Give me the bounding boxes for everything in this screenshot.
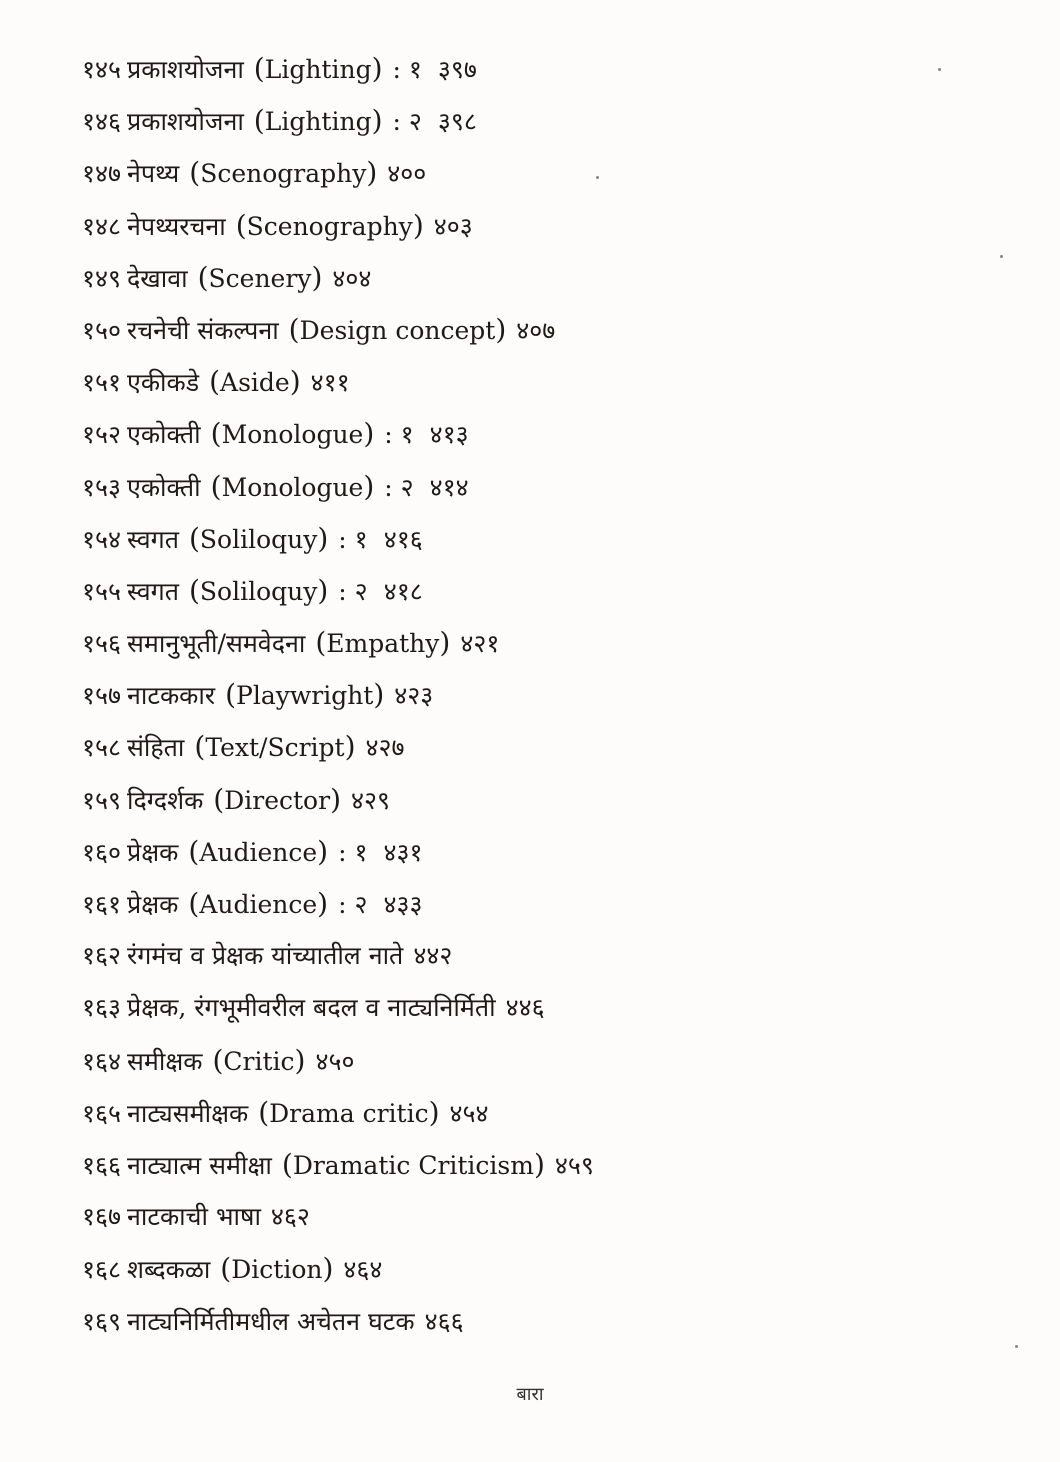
entry-english-term: ( Scenography ) bbox=[236, 212, 424, 241]
entry-part: : १ bbox=[338, 525, 367, 554]
entry-part: : २ bbox=[384, 473, 413, 502]
toc-entry bbox=[82, 513, 1022, 565]
toc-entry bbox=[82, 200, 1022, 252]
toc-entry bbox=[82, 1296, 1022, 1348]
entry-term: नाट्यसमीक्षक bbox=[127, 1098, 249, 1128]
entry-number: १४६ bbox=[82, 107, 122, 137]
entry-page-number: ४०७ bbox=[516, 315, 556, 345]
entry-page-number: ४०० bbox=[387, 159, 427, 189]
toc-entry bbox=[82, 461, 1022, 513]
entry-english-term: ( Aside ) bbox=[209, 368, 301, 397]
entry-term: स्वगत bbox=[127, 524, 179, 554]
entry-number: १६० bbox=[82, 837, 122, 867]
entry-number: १४७ bbox=[82, 159, 122, 189]
entry-page-number: ४४६ bbox=[505, 993, 545, 1023]
paper-speck bbox=[938, 68, 941, 71]
entry-term: दिग्दर्शक bbox=[127, 785, 204, 815]
entry-number: १६४ bbox=[82, 1046, 122, 1076]
entry-page-number: ४३३ bbox=[383, 890, 423, 919]
entry-term: नाट्यनिर्मितीमधील अचेतन घटक bbox=[127, 1306, 415, 1336]
toc-entry bbox=[82, 774, 1022, 826]
entry-term: नाटककार bbox=[127, 681, 216, 711]
entry-page-number: ४५४ bbox=[449, 1098, 489, 1128]
entry-page-number: ४०३ bbox=[433, 211, 473, 241]
entry-english-term: ( Playwright ) bbox=[225, 681, 384, 710]
toc-entry bbox=[82, 1139, 1022, 1191]
entry-number: १५४ bbox=[82, 524, 122, 554]
entry-term: प्रेक्षक bbox=[127, 890, 179, 919]
entry-number: १६६ bbox=[82, 1150, 122, 1180]
paper-speck bbox=[1000, 255, 1003, 258]
entry-english-term: ( Scenery ) bbox=[198, 264, 323, 293]
entry-english-term: ( Audience ) bbox=[188, 890, 328, 919]
entry-term: प्रेक्षक, रंगभूमीवरील बदल व नाट्यनिर्मिती bbox=[127, 993, 496, 1023]
entry-part: : १ bbox=[393, 55, 422, 84]
entry-page-number: ३९७ bbox=[437, 55, 477, 84]
entry-english-term: ( Monologue ) bbox=[211, 420, 375, 449]
entry-term: प्रकाशयोजना bbox=[127, 107, 244, 137]
toc-entry bbox=[82, 826, 1022, 878]
entry-part: : २ bbox=[338, 890, 367, 919]
entry-number: १५५ bbox=[82, 576, 122, 606]
entry-term: एकोक्ती bbox=[127, 420, 201, 450]
entry-english-term: ( Monologue ) bbox=[211, 473, 375, 502]
entry-part: : २ bbox=[393, 107, 422, 136]
table-of-contents bbox=[82, 43, 1022, 1348]
toc-entry bbox=[82, 721, 1022, 773]
entry-number: १५२ bbox=[82, 420, 122, 450]
entry-english-term: ( Soliloquy ) bbox=[189, 525, 328, 554]
entry-english-term: ( Scenography ) bbox=[189, 159, 377, 188]
paper-speck bbox=[1015, 1345, 1018, 1348]
entry-page-number: ३९८ bbox=[437, 107, 477, 137]
entry-english-term: ( Drama critic ) bbox=[258, 1099, 439, 1128]
entry-part: : १ bbox=[338, 838, 367, 867]
entry-term: रंगमंच व प्रेक्षक यांच्यातील नाते bbox=[127, 941, 404, 971]
entry-term: देखावा bbox=[127, 263, 188, 293]
entry-term: रचनेची संकल्पना bbox=[127, 315, 279, 345]
entry-page-number: ४२३ bbox=[394, 681, 434, 711]
entry-part: : १ bbox=[384, 420, 413, 449]
toc-entry bbox=[82, 878, 1022, 930]
entry-english-term: ( Critic ) bbox=[212, 1047, 305, 1076]
entry-english-term: ( Director ) bbox=[213, 786, 341, 815]
entry-english-term: ( Design concept ) bbox=[289, 316, 507, 345]
entry-term: समानुभूती/समवेदना bbox=[127, 629, 306, 659]
toc-entry bbox=[82, 1035, 1022, 1087]
entry-number: १६७ bbox=[82, 1202, 122, 1232]
entry-number: १५८ bbox=[82, 733, 122, 763]
entry-page-number: ४६२ bbox=[270, 1202, 310, 1232]
entry-page-number: ४११ bbox=[310, 368, 350, 398]
toc-entry bbox=[82, 252, 1022, 304]
entry-page-number: ४१८ bbox=[383, 576, 423, 606]
entry-page-number: ४१६ bbox=[383, 524, 423, 554]
entry-term: प्रकाशयोजना bbox=[127, 55, 244, 84]
entry-number: १५० bbox=[82, 315, 122, 345]
entry-english-term: ( Soliloquy ) bbox=[189, 577, 328, 606]
entry-number: १५३ bbox=[82, 472, 122, 502]
entry-english-term: ( Lighting ) bbox=[254, 55, 383, 84]
toc-entry bbox=[82, 565, 1022, 617]
entry-number: १६९ bbox=[82, 1306, 122, 1336]
entry-page-number: ४६४ bbox=[343, 1255, 383, 1285]
entry-page-number: ४१४ bbox=[429, 472, 469, 502]
entry-part: : २ bbox=[338, 577, 367, 606]
entry-term: संहिता bbox=[127, 733, 185, 763]
entry-english-term: ( Dramatic Criticism ) bbox=[282, 1151, 545, 1180]
entry-number: १६३ bbox=[82, 993, 122, 1023]
entry-term: प्रेक्षक bbox=[127, 837, 179, 867]
toc-entry bbox=[82, 408, 1022, 460]
entry-page-number: ४५० bbox=[315, 1046, 355, 1076]
toc-entry bbox=[82, 982, 1022, 1034]
toc-entry bbox=[82, 1087, 1022, 1139]
entry-term: नाटकाची भाषा bbox=[127, 1202, 261, 1232]
toc-entry bbox=[82, 930, 1022, 982]
toc-entry bbox=[82, 95, 1022, 147]
toc-entry bbox=[82, 356, 1022, 408]
entry-page-number: ४१३ bbox=[429, 420, 469, 450]
toc-entry bbox=[82, 147, 1022, 199]
entry-page-number: ४५९ bbox=[554, 1150, 594, 1180]
entry-number: १५६ bbox=[82, 629, 122, 659]
entry-number: १६२ bbox=[82, 941, 122, 971]
toc-entry bbox=[82, 617, 1022, 669]
entry-page-number: ४३१ bbox=[383, 837, 423, 867]
entry-english-term: ( Diction ) bbox=[220, 1255, 333, 1284]
entry-number: १५१ bbox=[82, 368, 122, 398]
toc-entry bbox=[82, 43, 1022, 95]
entry-number: १४९ bbox=[82, 263, 122, 293]
entry-term: एकीकडे bbox=[127, 368, 200, 398]
entry-page-number: ४६६ bbox=[424, 1306, 464, 1336]
entry-page-number: ४२७ bbox=[365, 733, 405, 763]
entry-english-term: ( Lighting ) bbox=[254, 107, 383, 136]
toc-entry bbox=[82, 304, 1022, 356]
entry-english-term: ( Audience ) bbox=[188, 838, 328, 867]
entry-number: १६१ bbox=[82, 890, 122, 919]
entry-number: १६५ bbox=[82, 1098, 122, 1128]
entry-term: नेपथ्य bbox=[127, 159, 180, 189]
toc-entry bbox=[82, 1191, 1022, 1243]
entry-page-number: ४२९ bbox=[351, 785, 391, 815]
entry-term: नेपथ्यरचना bbox=[127, 211, 226, 241]
entry-term: स्वगत bbox=[127, 576, 179, 606]
entry-english-term: ( Text/Script ) bbox=[194, 733, 355, 762]
entry-term: समीक्षक bbox=[127, 1046, 203, 1076]
page-folio: बारा bbox=[516, 1384, 544, 1405]
entry-number: १४८ bbox=[82, 211, 122, 241]
entry-term: नाट्यात्म समीक्षा bbox=[127, 1150, 272, 1180]
entry-page-number: ४२१ bbox=[460, 629, 500, 659]
entry-number: १६८ bbox=[82, 1255, 122, 1285]
entry-page-number: ४४२ bbox=[413, 941, 453, 971]
toc-entry bbox=[82, 669, 1022, 721]
entry-number: १४५ bbox=[82, 55, 122, 84]
entry-english-term: ( Empathy ) bbox=[315, 629, 450, 658]
entry-number: १५७ bbox=[82, 681, 122, 711]
entry-term: शब्दकळा bbox=[127, 1255, 211, 1285]
entry-number: १५९ bbox=[82, 785, 122, 815]
toc-entry bbox=[82, 1243, 1022, 1295]
entry-term: एकोक्ती bbox=[127, 472, 201, 502]
entry-page-number: ४०४ bbox=[332, 263, 372, 293]
paper-speck bbox=[596, 176, 599, 179]
